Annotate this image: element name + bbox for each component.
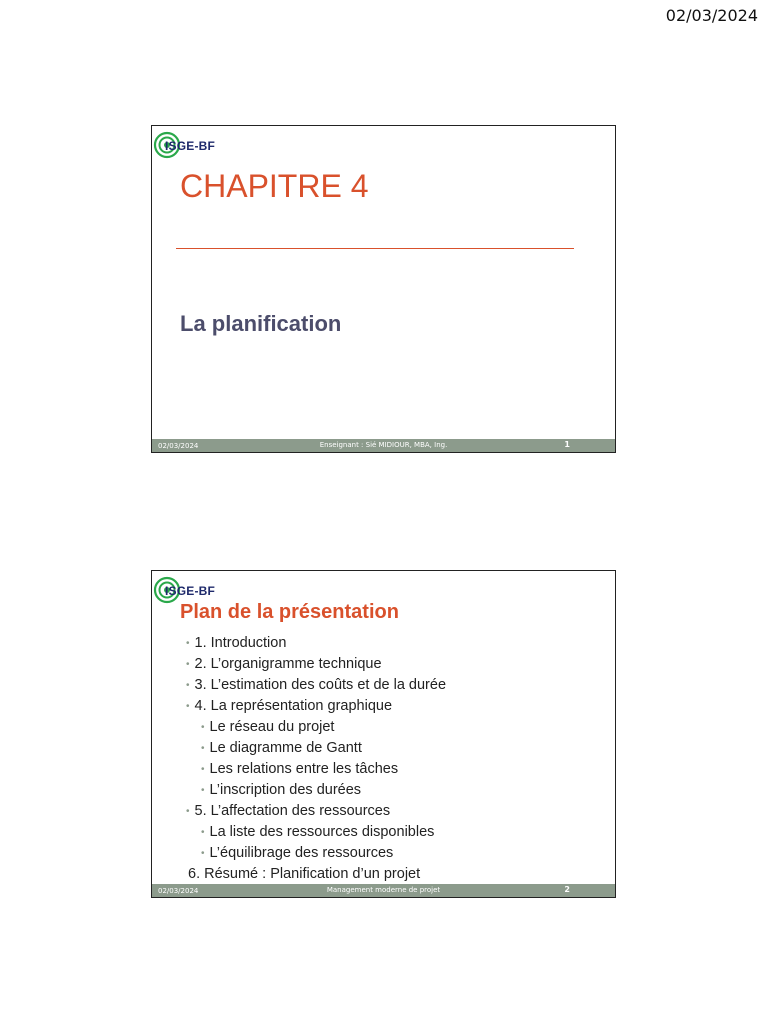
list-subitem: • Le diagramme de Gantt — [201, 740, 362, 756]
list-subitem: • Le réseau du projet — [201, 719, 335, 735]
bullet-icon: • — [201, 827, 205, 838]
list-item: • 1. Introduction — [186, 635, 287, 651]
bullet-icon: • — [186, 659, 190, 670]
bullet-icon: • — [201, 764, 205, 775]
bullet-icon: • — [201, 785, 205, 796]
chapter-subtitle: La planification — [180, 311, 342, 336]
slide-footer — [152, 439, 615, 452]
slide-number: 2 — [564, 885, 570, 894]
isge-logo — [153, 131, 233, 159]
plan-title: Plan de la présentation — [180, 601, 399, 623]
list-subitem: • L’inscription des durées — [201, 782, 362, 798]
slide-number: 1 — [564, 440, 570, 449]
list-subitem: • Les relations entre les tâches — [201, 761, 399, 777]
list-subitem: • L’équilibrage des ressources — [201, 845, 394, 861]
slide-footer — [152, 884, 615, 897]
isge-logo — [153, 576, 233, 604]
bullet-icon: • — [186, 806, 190, 817]
bullet-icon: • — [201, 722, 205, 733]
outline-list — [186, 633, 446, 885]
list-subitem: • La liste des ressources disponibles — [201, 824, 435, 840]
slide-2 — [151, 570, 616, 898]
footer-author: Enseignant : Sié MIDIOUR, MBA, Ing. — [319, 441, 448, 449]
bullet-icon: • — [186, 680, 190, 691]
logo-text: ISGE-BF — [165, 584, 216, 598]
bullet-icon: • — [186, 638, 190, 649]
slide-1 — [151, 125, 616, 453]
list-item: 6. Résumé : Planification d’un projet — [188, 866, 421, 882]
footer-date: 02/03/2024 — [158, 442, 199, 450]
page-date: 02/03/2024 — [665, 6, 758, 25]
chapter-title: CHAPITRE 4 — [180, 168, 369, 204]
list-item: • 2. L’organigramme technique — [186, 656, 382, 672]
bullet-icon: • — [201, 848, 205, 859]
bullet-icon: • — [186, 701, 190, 712]
list-item: • 4. La représentation graphique — [186, 698, 393, 714]
list-item: • 5. L’affectation des ressources — [186, 803, 391, 819]
bullet-icon: • — [201, 743, 205, 754]
list-item: • 3. L’estimation des coûts et de la durée — [186, 677, 447, 693]
footer-date: 02/03/2024 — [158, 887, 199, 895]
logo-text: ISGE-BF — [165, 139, 216, 153]
footer-course: Management moderne de projet — [326, 886, 441, 894]
title-divider — [176, 248, 574, 249]
